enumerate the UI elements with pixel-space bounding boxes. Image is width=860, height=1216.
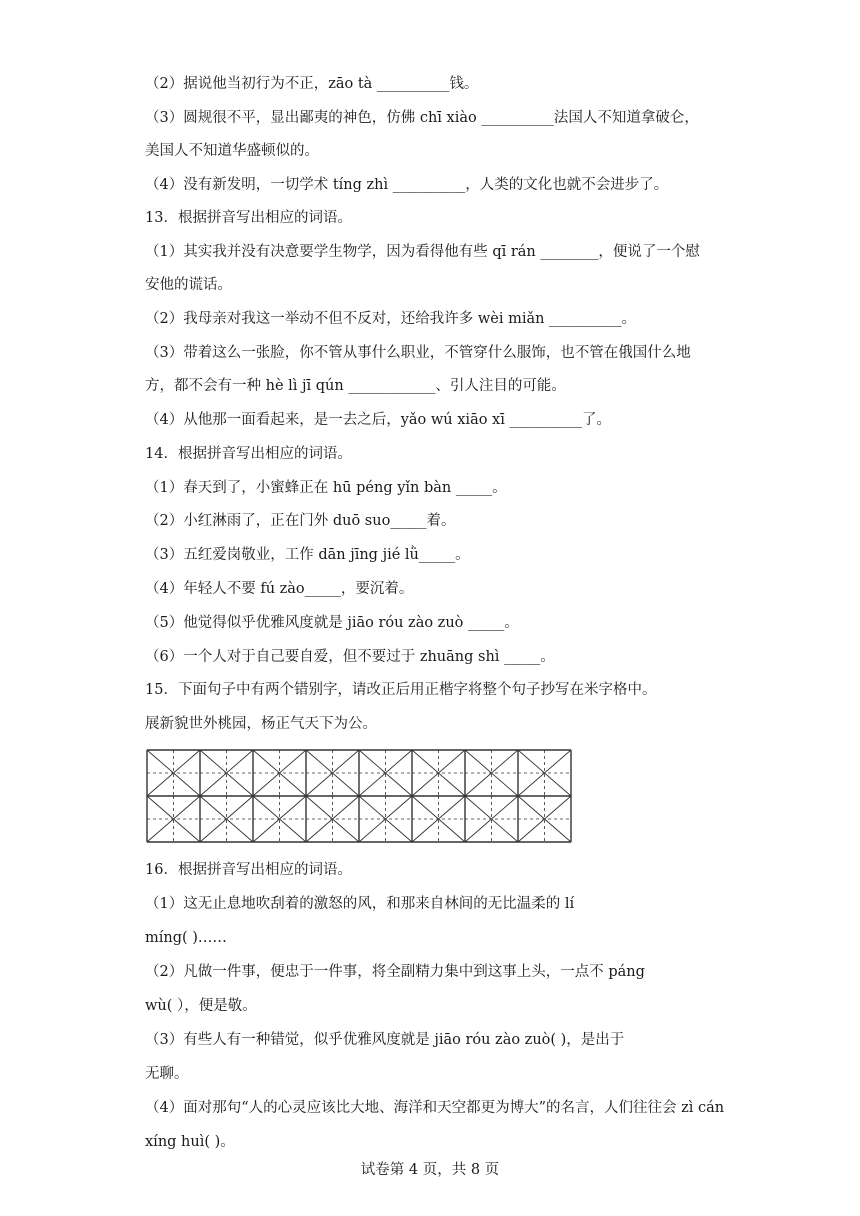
text-line: míng( )…… (145, 930, 227, 946)
text-line: （1）这无止息地吹刮着的激怒的风，和那来自林间的无比温柔的 lí (145, 896, 575, 912)
text-line: xíng huì( )。 (145, 1134, 235, 1150)
text-line: （1）春天到了，小蜜蜂正在 hū péng yǐn bàn _____。 (145, 480, 507, 496)
text-line: 14．根据拼音写出相应的词语。 (145, 446, 352, 462)
mi-zi-grid (146, 749, 572, 843)
page-footer: 试卷第 4 页，共 8 页 (360, 1162, 500, 1178)
text-line: （6）一个人对于自己要自爱，但不要过于 zhuāng shì _____。 (145, 649, 555, 665)
text-line: 美国人不知道华盛顿似的。 (145, 143, 319, 159)
text-line: 安他的谎话。 (145, 277, 232, 293)
text-line: wù( ），便是敬。 (145, 998, 257, 1014)
text-line: （2）凡做一件事，便忠于一件事，将全副精力集中到这事上头，一点不 páng (145, 964, 645, 980)
text-line: 16．根据拼音写出相应的词语。 (145, 862, 352, 878)
text-line: （4）年轻人不要 fú zào_____，要沉着。 (145, 581, 414, 597)
text-line: 展新貌世外桃园，杨正气天下为公。 (145, 716, 377, 732)
text-line: （3）五红爱岗敬业，工作 dān jīng jié lǜ_____。 (145, 547, 470, 563)
text-line: （3）圆规很不平，显出鄙夷的神色，仿佛 chī xiào __________法国人不知道拿破仑， (145, 110, 699, 126)
text-line: 方，都不会有一种 hè lì jī qún ____________、引人注目的可能。 (145, 378, 566, 394)
text-line: 13．根据拼音写出相应的词语。 (145, 210, 352, 226)
text-line: （3）有些人有一种错觉，似乎优雅风度就是 jiāo róu zào zuò( )，是出于 (145, 1032, 625, 1048)
text-line: （5）他觉得似乎优雅风度就是 jiāo róu zào zuò _____。 (145, 615, 519, 631)
text-line: 15．下面句子中有两个错别字，请改正后用正楷字将整个句子抄写在米字格中。 (145, 682, 657, 698)
text-line: （4）面对那句“人的心灵应该比大地、海洋和天空都更为博大”的名言，人们往往会 zì cán (145, 1100, 725, 1116)
text-line: （2）小红淋雨了，正在门外 duō suo_____着。 (145, 513, 456, 529)
text-line: （2）据说他当初行为不正，zāo tà __________钱。 (145, 76, 479, 92)
text-line: （4）从他那一面看起来，是一去之后，yǎo wú xiāo xī __________了。 (145, 412, 611, 428)
text-line: （1）其实我并没有决意要学生物学，因为看得他有些 qī rán ________，便说了一个慰 (145, 244, 700, 260)
text-line: （3）带着这么一张脸，你不管从事什么职业，不管穿什么服饰，也不管在俄国什么地 (145, 345, 691, 361)
text-line: 无聊。 (145, 1066, 189, 1082)
text-line: （2）我母亲对我这一举动不但不反对，还给我许多 wèi miǎn __________。 (145, 311, 637, 327)
text-line: （4）没有新发明，一切学术 tíng zhì __________，人类的文化也就不会进步了。 (145, 177, 669, 193)
